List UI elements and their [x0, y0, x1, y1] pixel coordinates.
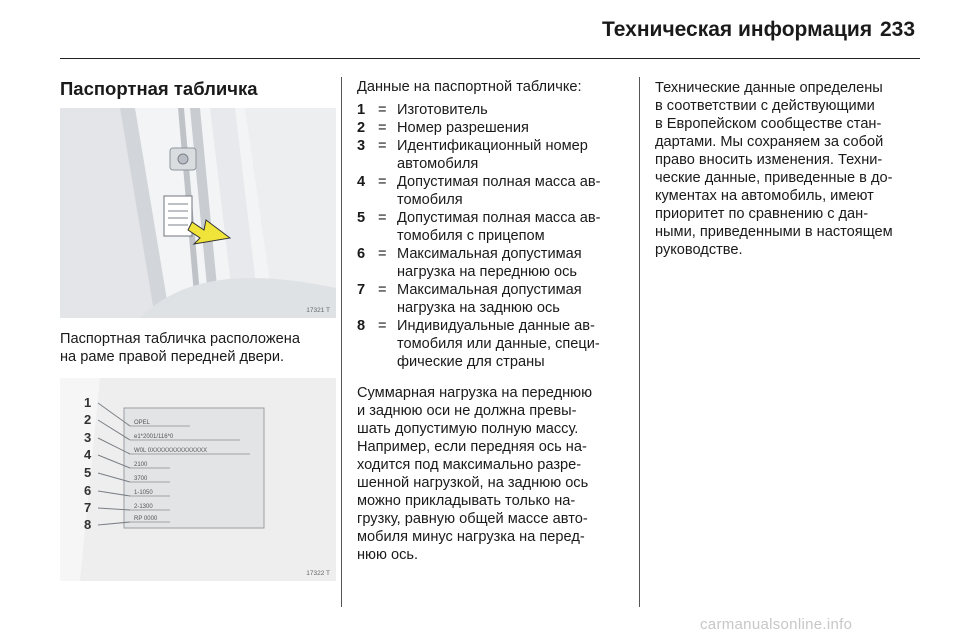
plate-row-4: 2100: [134, 462, 148, 468]
paragraph-line: Например, если передняя ось на-: [357, 439, 587, 455]
item-number: 5: [357, 210, 366, 226]
page-header-title: Техническая информация: [602, 18, 873, 41]
page-number: 233: [880, 18, 916, 41]
item-text-line: автомобиля: [397, 156, 479, 172]
left-paragraph: [60, 330, 340, 366]
door-frame-drawing: [60, 108, 336, 318]
plate-row-5: 3700: [134, 476, 148, 482]
item-text-line: Максимальная допустимая: [397, 246, 582, 262]
plate-row-7: 2-1300: [134, 504, 153, 510]
callout-6: 6: [84, 483, 92, 498]
paragraph-line: шенной нагрузкой, на заднюю ось: [357, 475, 589, 491]
item-text-line: Допустимая полная масса ав-: [397, 210, 601, 226]
item-equals: =: [378, 174, 387, 190]
item-text-line: Идентификационный номер: [397, 138, 588, 154]
item-number: 2: [357, 120, 366, 136]
paragraph-line: в Европейском сообществе стан-: [655, 116, 882, 132]
figure-code: 17322 T: [306, 570, 330, 577]
left-paragraph-line: Паспортная табличка расположена: [60, 331, 300, 347]
nameplate-drawing: [60, 378, 336, 581]
item-text: [397, 101, 629, 119]
item-number: 6: [357, 246, 366, 262]
item-number: 7: [357, 282, 366, 298]
paragraph-line: право вносить изменения. Техни-: [655, 152, 883, 168]
paragraph-line: ческие данные, приведенные в до-: [655, 170, 893, 186]
item-text-line: томобиля или данные, специ-: [397, 336, 600, 352]
header-divider: [60, 58, 920, 59]
callout-8: 8: [84, 517, 92, 532]
item-equals: =: [378, 120, 387, 136]
item-number: 8: [357, 318, 366, 334]
item-text: [397, 173, 629, 209]
load-paragraph: [357, 384, 632, 564]
callout-4: 4: [84, 447, 92, 462]
watermark: carmanualsonline.info: [700, 616, 853, 633]
paragraph-line: ными, приведенными в настоящем: [655, 224, 893, 240]
paragraph-line: Технические данные определены: [655, 80, 883, 96]
item-text-line: нагрузка на заднюю ось: [397, 300, 560, 316]
item-text-line: Индивидуальные данные ав-: [397, 318, 595, 334]
item-text: [397, 245, 629, 281]
paragraph-line: руководстве.: [655, 242, 743, 258]
paragraph-line: шать допустимую полную массу.: [357, 421, 579, 437]
paragraph-line: в соответствии с действующими: [655, 98, 875, 114]
item-equals: =: [378, 282, 387, 298]
item-equals: =: [378, 138, 387, 154]
paragraph-line: Суммарная нагрузка на переднюю: [357, 385, 593, 401]
paragraph-line: дартами. Мы сохраняем за собой: [655, 134, 884, 150]
callout-3: 3: [84, 430, 92, 445]
item-text-line: Максимальная допустимая: [397, 282, 582, 298]
item-text: [397, 137, 629, 173]
plate-row-6: 1-1050: [134, 490, 153, 496]
item-text-line: томобиля: [397, 192, 463, 208]
item-text-line: томобиля с прицепом: [397, 228, 545, 244]
paragraph-line: нюю ось.: [357, 547, 419, 563]
callout-1: 1: [84, 395, 92, 410]
item-text: [397, 119, 629, 137]
nameplate-illustration: [60, 378, 336, 581]
plate-row-8: RP 0000: [134, 516, 158, 522]
item-equals: =: [378, 246, 387, 262]
column-divider-1: [341, 77, 342, 607]
item-number: 4: [357, 174, 366, 190]
paragraph-line: кументах на автомобиль, имеют: [655, 188, 874, 204]
item-text-line: нагрузка на переднюю ось: [397, 264, 578, 280]
paragraph-line: можно прикладывать только на-: [357, 493, 576, 509]
figure-code: 17321 T: [306, 307, 330, 314]
standards-paragraph: [655, 79, 930, 259]
item-text-line: фические для страны: [397, 354, 545, 370]
plate-row-1: OPEL: [134, 420, 151, 426]
plate-row-2: e1*2001/116*0: [134, 434, 174, 440]
item-equals: =: [378, 318, 387, 334]
item-text: [397, 209, 629, 245]
paragraph-line: грузку, равную общей массе авто-: [357, 511, 588, 527]
left-paragraph-line: на раме правой передней двери.: [60, 349, 285, 365]
item-text: [397, 281, 629, 317]
door-frame-illustration: [60, 108, 336, 318]
paragraph-line: приоритет по сравнению с дан-: [655, 206, 869, 222]
item-text: [397, 317, 629, 371]
callout-7: 7: [84, 500, 92, 515]
item-number: 1: [357, 102, 366, 118]
paragraph-line: и заднюю оси не должна превы-: [357, 403, 577, 419]
item-text-line: Изготовитель: [397, 102, 488, 118]
column-divider-2: [639, 77, 640, 607]
item-equals: =: [378, 210, 387, 226]
callout-5: 5: [84, 465, 92, 480]
section-title: Паспортная табличка: [60, 78, 258, 99]
item-text-line: Допустимая полная масса ав-: [397, 174, 601, 190]
callout-2: 2: [84, 412, 92, 427]
paragraph-line: мобиля минус нагрузка на перед-: [357, 529, 585, 545]
list-intro: Данные на паспортной табличке:: [357, 79, 582, 95]
item-number: 3: [357, 138, 366, 154]
item-equals: =: [378, 102, 387, 118]
item-text-line: Номер разрешения: [397, 120, 529, 136]
paragraph-line: ходится под максимально разре-: [357, 457, 582, 473]
plate-row-3: W0L 0XXXXXXXXXXXXXX: [134, 448, 208, 454]
